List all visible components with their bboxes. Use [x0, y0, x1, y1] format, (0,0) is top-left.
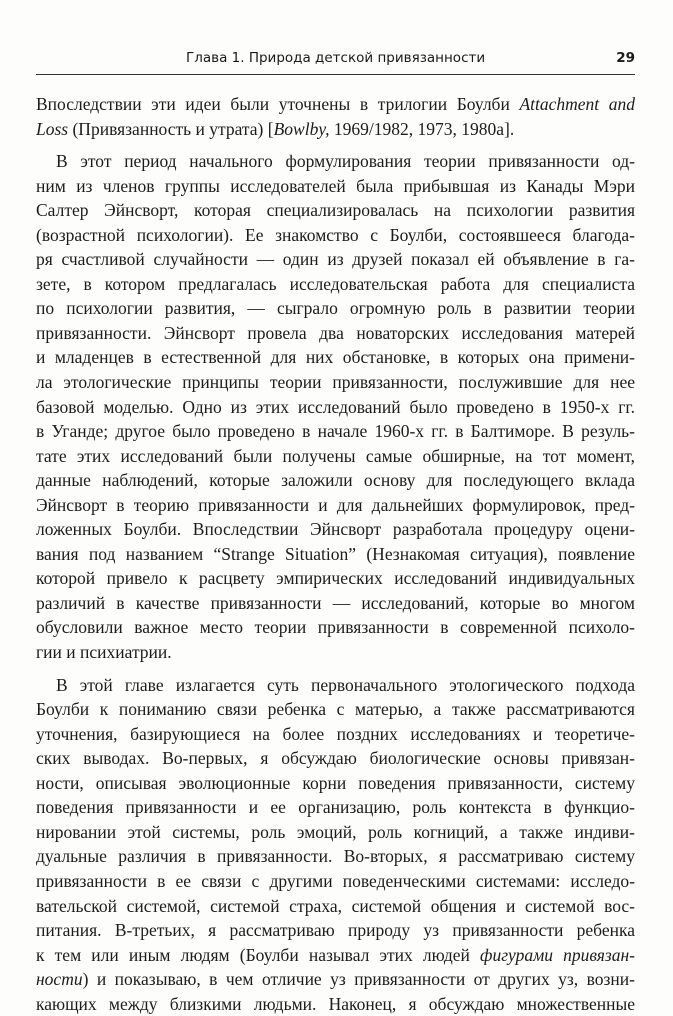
text-run: в Уганде; другое было проведено в начале 1960-х гг. в Балтиморе. В резуль- — [36, 421, 635, 442]
text-run: привязанности. Эйнсворт провела два новаторских исследования матерей — [36, 322, 635, 343]
text-run: обусловили важное место теории привязанности в современной психоло- — [36, 617, 635, 638]
italic-text: Bowlby, — [273, 118, 330, 139]
text-run: поведения привязанности и ее организацию, роль контекста в функцио- — [36, 797, 635, 818]
page-number: 29 — [616, 50, 635, 66]
text-run: ских выводах. Во-первых, я обсуждаю биологические основы привязан- — [36, 748, 635, 769]
text-run: ) и показываю, в чем отличие уз привязанности от других уз, возни- — [82, 969, 635, 990]
text-line — [36, 419, 635, 444]
text-line — [36, 370, 635, 395]
text-run: ним из членов группы исследователей была прибывшая из Канады Мэри — [36, 175, 635, 196]
text-line — [36, 468, 635, 493]
text-line — [36, 615, 635, 640]
text-run: базовой моделью. Одно из этих исследований было проведено в 1950-х гг. — [36, 396, 635, 417]
text-run: (Привязанность и утрата) [ — [68, 118, 274, 139]
text-line — [36, 92, 635, 117]
text-run: Впоследствии эти идеи были уточнены в трилогии Боулби — [36, 94, 520, 114]
text-line — [36, 198, 635, 223]
text-line — [36, 296, 635, 321]
text-run: данные наблюдений, которые заложили основу для последующего вклада — [36, 470, 635, 491]
text-line — [36, 272, 635, 297]
text-run: и младенцев в естественной для них обстановке, в которых она примени- — [36, 347, 635, 368]
text-line — [36, 542, 635, 567]
text-line — [36, 493, 635, 518]
text-line — [36, 894, 635, 919]
text-run: Боулби к пониманию связи ребенка с матерью, а также рассматриваются — [36, 699, 635, 720]
text-run: по психологии развития, — сыграло огромную роль в развитии теории — [36, 298, 635, 319]
text-run: привязанности в ее связи с другими поведенческими системами: исследо- — [36, 870, 635, 891]
text-line — [36, 771, 635, 796]
chapter-title: Глава 1. Природа детской привязанности — [186, 50, 486, 66]
text-line — [36, 345, 635, 370]
paragraph — [36, 673, 635, 1016]
text-line — [36, 918, 635, 943]
text-line — [36, 697, 635, 722]
text-line — [36, 517, 635, 542]
text-run: В этой главе излагается суть первоначального этологического подхода — [56, 674, 635, 695]
text-run: нировании этой системы, роль эмоций, роль когниций, а также индиви- — [36, 821, 635, 842]
text-run: ности, описывая эволюционные корни поведения привязанности, систему — [36, 772, 635, 793]
text-line — [36, 869, 635, 894]
text-line — [36, 591, 635, 616]
italic-text: фигурами привязан- — [480, 944, 635, 965]
text-run: кающих между близкими людьми. Наконец, я обсуждаю множественные — [36, 993, 635, 1014]
text-run: Салтер Эйнсворт, которая специализировалась на психологии развития — [36, 200, 635, 221]
text-line — [36, 640, 635, 665]
text-line — [36, 566, 635, 591]
text-run: (возрастной психологии). Ее знакомство с Боулби, состоявшееся благода- — [36, 224, 635, 245]
text-line — [36, 967, 635, 992]
text-run: различий в качестве привязанности — исследований, которые во многом — [36, 592, 635, 613]
text-line — [36, 117, 635, 142]
text-run: ла этологические принципы теории привязанности, послужившие для нее — [36, 372, 635, 393]
text-line — [36, 992, 635, 1016]
paragraph-gap — [36, 665, 635, 673]
text-line — [36, 321, 635, 346]
header-rule — [36, 74, 635, 75]
text-run: к тем или иным людям (Боулби называл этих людей — [36, 944, 481, 965]
text-run: ложенных Боулби. Впоследствии Эйнсворт разработала процедуру оцени- — [36, 519, 635, 540]
text-line — [36, 444, 635, 469]
text-run: зете, в котором предлагалась исследовательская работа для специалиста — [36, 273, 635, 294]
running-head — [36, 50, 635, 70]
text-line — [36, 746, 635, 771]
text-run: которой привело к расцвету эмпирических исследований индивидуальных — [36, 568, 635, 589]
text-run: питания. В-третьих, я рассматриваю природу уз привязанности ребенка — [36, 920, 635, 941]
text-line — [36, 820, 635, 845]
text-line — [36, 722, 635, 747]
italic-text: Loss — [36, 118, 69, 139]
text-run: гии и психиатрии. — [36, 642, 172, 663]
text-line — [36, 223, 635, 248]
body-text — [36, 92, 635, 1016]
text-run: ря счастливой случайности — один из друзей показал ей объявление в га- — [36, 249, 635, 270]
text-run: дуальные различия в привязанности. Во-вторых, я рассматриваю систему — [36, 846, 635, 867]
text-run: В этот период начального формулирования теории привязанности од- — [56, 151, 635, 172]
text-run: Эйнсворт в теорию привязанности и для дальнейших формулировок, пред- — [36, 494, 635, 515]
text-run: тате этих исследований были получены самые обширные, на тот момент, — [36, 445, 635, 466]
text-line — [36, 795, 635, 820]
italic-text: Attachment and — [519, 94, 635, 114]
text-line — [36, 174, 635, 199]
italic-text: ности — [36, 969, 83, 990]
text-line — [36, 844, 635, 869]
text-line — [36, 943, 635, 968]
paragraph — [36, 92, 635, 141]
text-line — [36, 395, 635, 420]
text-line — [36, 247, 635, 272]
text-run: 1969/1982, 1973, 1980a]. — [329, 118, 515, 139]
text-run: вательской системой, системой страха, системой общения и системой вос- — [36, 895, 635, 916]
paragraph-gap — [36, 141, 635, 149]
text-line — [36, 673, 635, 698]
text-run: уточнения, базирующиеся на более поздних исследованиях и теоретиче- — [36, 723, 635, 744]
paragraph — [36, 149, 635, 664]
text-run: вания под названием “Strange Situation” (Незнакомая ситуация), появление — [36, 543, 635, 564]
text-line — [36, 149, 635, 174]
